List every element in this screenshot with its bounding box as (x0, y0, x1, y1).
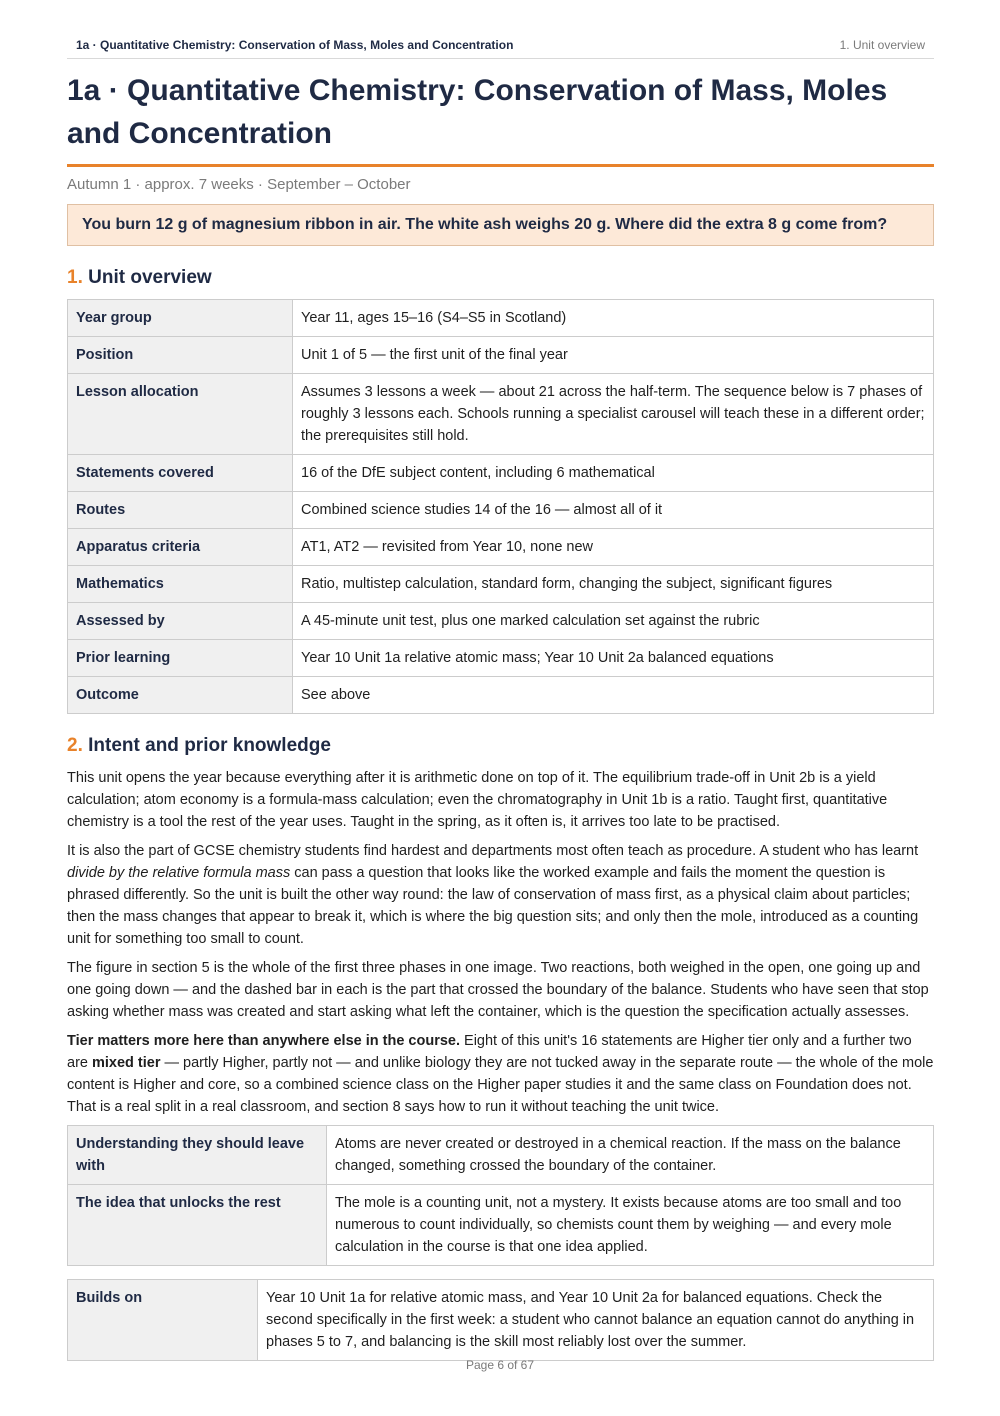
big-question-box: You burn 12 g of magnesium ribbon in air. The white ash weighs 20 g. Where did the extra 8 g come from? (67, 204, 934, 246)
row-key: Builds on (68, 1280, 258, 1361)
row-value: Ratio, multistep calculation, standard form, changing the subject, significant figures (293, 566, 934, 603)
text-run: — partly Higher, partly not — and unlike biology they are not tucked away in the separate route — the whole of the mole content is Higher and core, so a combined science class on the Higher paper studies it and the same class on Foundation does not. That is a real split in a real classroom, and section 8 says how to run it without teaching the unit twice. (67, 1055, 934, 1115)
table-row (68, 455, 934, 492)
table-row (68, 677, 934, 714)
table-row (68, 640, 934, 677)
section-title: Intent and prior knowledge (88, 735, 331, 756)
unit-subtitle: Autumn 1 · approx. 7 weeks · September – October (67, 176, 411, 193)
row-key: Year group (68, 300, 293, 337)
row-key: Apparatus criteria (68, 529, 293, 566)
intent-paragraph-2 (67, 840, 934, 950)
row-value: Unit 1 of 5 — the first unit of the final year (293, 337, 934, 374)
row-value: The mole is a counting unit, not a mystery. It exists because atoms are too small and too numerous to count individually, so chemists count them by weighing — and every mole calculation in the course is that one idea applied. (327, 1185, 934, 1266)
text-run: can pass a question that looks like the worked example and fails the moment the question is phrased differently. So the unit is built the other way round: the law of conservation of mass first, as a physical claim about particles; then the mass changes that appear to break it, which is where the big question sits; and only then the mole, introduced as a counting unit for something too small to count. (67, 865, 919, 947)
row-key: Statements covered (68, 455, 293, 492)
table-row (68, 337, 934, 374)
table-row (68, 1280, 934, 1361)
row-key: Lesson allocation (68, 374, 293, 455)
page (67, 0, 934, 1361)
section-number: 1. (67, 267, 83, 288)
page-title: 1a · Quantitative Chemistry: Conservation of Mass, Moles and Concentration (67, 69, 934, 167)
table-row (68, 1126, 934, 1185)
row-key: Routes (68, 492, 293, 529)
builds-on-table (67, 1279, 934, 1361)
section-number: 2. (67, 735, 83, 756)
page-footer: Page 6 of 67 (465, 1358, 535, 1372)
unit-overview-table (67, 299, 934, 714)
row-value: Atoms are never created or destroyed in a chemical reaction. If the mass on the balance changed, something crossed the boundary of the container. (327, 1126, 934, 1185)
running-header-title: 1a · Quantitative Chemistry: Conservation of Mass, Moles and Concentration (76, 38, 514, 52)
table-row (68, 529, 934, 566)
running-header (67, 38, 934, 59)
row-value: Assumes 3 lessons a week — about 21 across the half-term. The sequence below is 7 phases of roughly 3 lessons each. Schools running a specialist carousel will teach these in a different order; the prerequisites still hold. (293, 374, 934, 455)
running-header-section: 1. Unit overview (839, 38, 925, 52)
table-row (68, 300, 934, 337)
section-heading-intent (67, 735, 934, 757)
row-key: The idea that unlocks the rest (68, 1185, 327, 1266)
text-run: It is also the part of GCSE chemistry students find hardest and departments most often teach as procedure. A student who has learnt (67, 843, 919, 859)
row-value: See above (293, 677, 934, 714)
bold-term: mixed tier (92, 1055, 161, 1071)
row-value: Combined science studies 14 of the 16 — almost all of it (293, 492, 934, 529)
intent-paragraph-4 (67, 1030, 934, 1118)
intent-paragraph-1: This unit opens the year because everything after it is arithmetic done on top of it. The equilibrium trade-off in Unit 2b is a yield calculation; atom economy is a formula-mass calculation; even the chromatography in Unit 1b is a ratio. Taught first, quantitative chemistry is a tool the rest of the year uses. Taught in the spring, as it often is, it arrives too late to be practised. (67, 770, 888, 830)
intent-paragraph-3: The figure in section 5 is the whole of the first three phases in one image. Two reactions, both weighed in the open, one going up and one going down — and the dashed bar in each is the part that crossed the boundary of the balance. Students who have seen that stop asking whether mass was created and start asking what left the container, which is the question the specification actually assesses. (67, 960, 929, 1020)
row-value: Year 10 Unit 1a relative atomic mass; Year 10 Unit 2a balanced equations (293, 640, 934, 677)
row-key: Understanding they should leave with (68, 1126, 327, 1185)
row-key: Mathematics (68, 566, 293, 603)
table-row (68, 1185, 934, 1266)
emphasis-text: divide by the relative formula mass (67, 865, 291, 881)
bold-lead-text: Tier matters more here than anywhere else in the course. (67, 1033, 460, 1049)
section-title: Unit overview (88, 267, 212, 288)
row-key: Outcome (68, 677, 293, 714)
understanding-table (67, 1125, 934, 1266)
row-value: AT1, AT2 — revisited from Year 10, none new (293, 529, 934, 566)
row-value: A 45-minute unit test, plus one marked calculation set against the rubric (293, 603, 934, 640)
row-value: Year 11, ages 15–16 (S4–S5 in Scotland) (293, 300, 934, 337)
text-run: Eight of this unit's 16 statements are Higher tier only and a further two are (67, 1033, 912, 1071)
row-key: Position (68, 337, 293, 374)
table-row (68, 603, 934, 640)
table-row (68, 374, 934, 455)
table-row (68, 566, 934, 603)
row-value: Year 10 Unit 1a for relative atomic mass, and Year 10 Unit 2a for balanced equations. Check the second specifically in the first week: a student who cannot balance an equation cannot do anything in phases 5 to 7, and balancing is the skill most reliably lost over the summer. (258, 1280, 934, 1361)
row-key: Prior learning (68, 640, 293, 677)
section-heading-unit-overview (67, 267, 934, 289)
row-value: 16 of the DfE subject content, including 6 mathematical (293, 455, 934, 492)
row-key: Assessed by (68, 603, 293, 640)
table-row (68, 492, 934, 529)
